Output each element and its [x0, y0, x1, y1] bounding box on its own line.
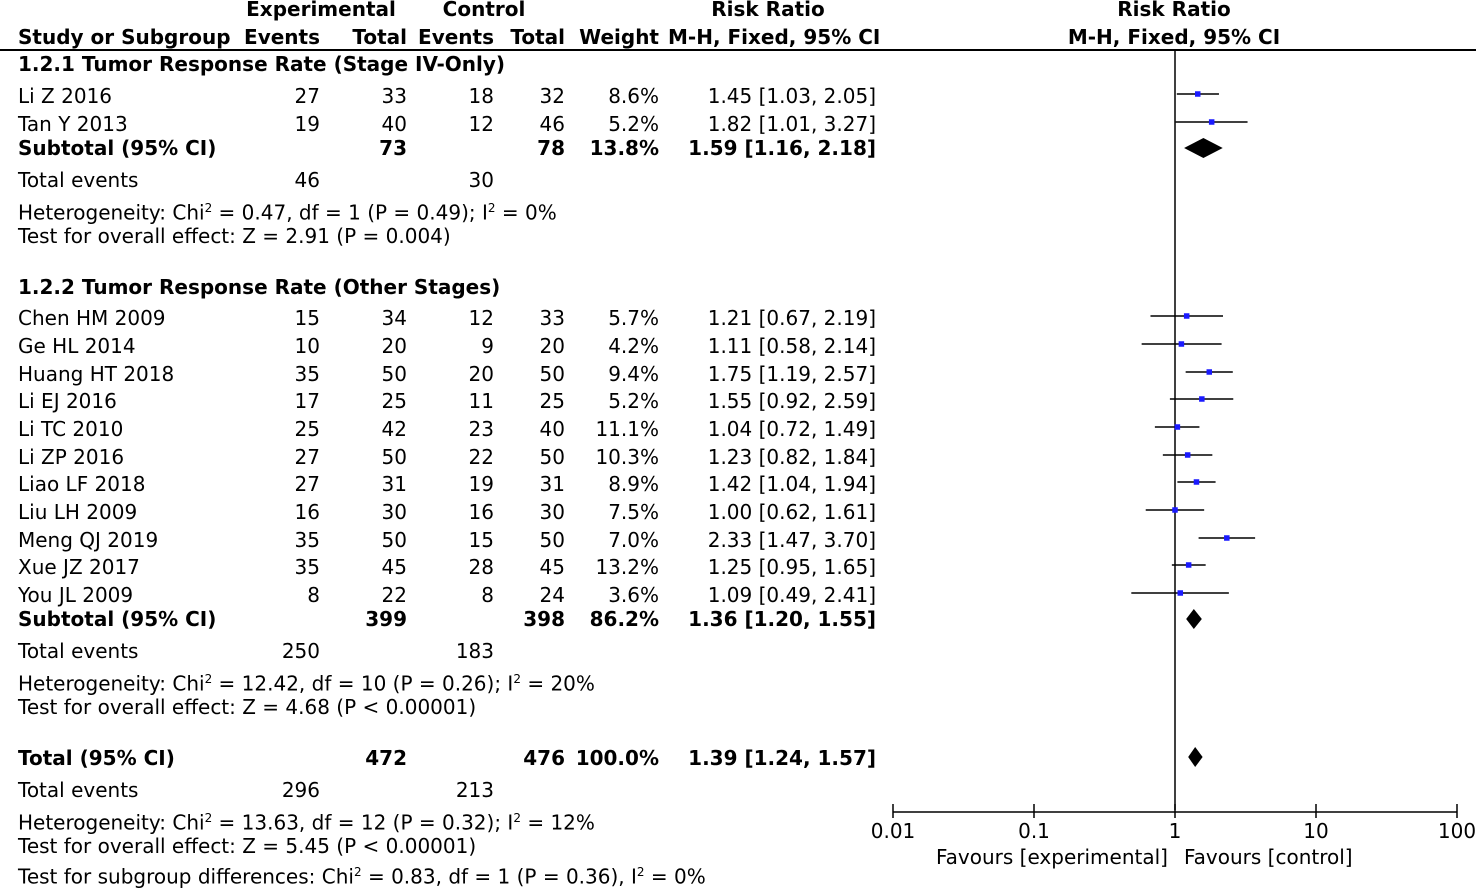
x-tick-label: 0.1 — [1018, 819, 1050, 843]
study-marker — [1199, 396, 1205, 402]
study-weight: 13.2% — [595, 555, 659, 579]
study-ci: 1.82 [1.01, 3.27] — [707, 112, 876, 136]
subtotal-weight: 86.2% — [589, 607, 659, 631]
subtotal-label: Subtotal (95% CI) — [18, 607, 217, 631]
study-ctl-total: 45 — [539, 555, 565, 579]
study-exp-total: 30 — [381, 500, 407, 524]
study-ctl-events: 12 — [468, 112, 494, 136]
study-marker — [1224, 535, 1230, 541]
study-marker — [1194, 479, 1200, 485]
study-marker — [1209, 119, 1215, 125]
study-ctl-total: 33 — [539, 306, 565, 330]
total-events-exp: 250 — [281, 639, 320, 663]
header-weight: Weight — [579, 25, 659, 49]
study-exp-events: 35 — [294, 528, 320, 552]
header-study: Study or Subgroup — [18, 25, 231, 49]
study-ctl-total: 24 — [539, 583, 565, 607]
study-name: Li ZP 2016 — [18, 445, 125, 469]
study-ctl-total: 40 — [539, 417, 565, 441]
study-ctl-total: 46 — [539, 112, 565, 136]
study-ctl-events: 19 — [468, 472, 494, 496]
subtotal-ci: 1.36 [1.20, 1.55] — [688, 607, 876, 631]
study-weight: 9.4% — [608, 362, 659, 386]
study-exp-total: 34 — [381, 306, 407, 330]
study-weight: 7.0% — [608, 528, 659, 552]
subtotal-ctl-total: 398 — [523, 607, 565, 631]
study-ci: 1.21 [0.67, 2.19] — [707, 306, 876, 330]
study-ctl-total: 50 — [539, 445, 565, 469]
heterogeneity-text: Heterogeneity: Chi$^2$ = 0.47, df = 1 (P = 0.49); $I^2 = 0\%$ — [18, 200, 557, 225]
study-ctl-events: 18 — [468, 84, 494, 108]
total-events-label: Total events — [18, 778, 139, 802]
study-exp-events: 35 — [294, 362, 320, 386]
favours-experimental-label: Favours [experimental] — [936, 845, 1168, 869]
study-exp-events: 27 — [294, 445, 320, 469]
study-ctl-events: 20 — [468, 362, 494, 386]
study-marker — [1185, 452, 1191, 458]
study-name: You JL 2009 — [18, 583, 134, 607]
study-exp-total: 42 — [381, 417, 407, 441]
study-name: Chen HM 2009 — [18, 306, 166, 330]
study-ci: 1.45 [1.03, 2.05] — [707, 84, 876, 108]
study-name: Ge HL 2014 — [18, 334, 136, 358]
pooled-diamond — [1188, 747, 1202, 767]
study-weight: 11.1% — [595, 417, 659, 441]
study-weight: 10.3% — [595, 445, 659, 469]
x-tick-label: 1 — [1168, 819, 1182, 843]
study-marker — [1175, 424, 1181, 430]
study-ctl-events: 11 — [468, 389, 494, 413]
x-tick-label: 0.01 — [870, 819, 916, 843]
study-name: Li TC 2010 — [18, 417, 124, 441]
study-marker — [1195, 91, 1201, 97]
header-ctl-total: Total — [510, 25, 565, 49]
study-marker — [1186, 562, 1192, 568]
study-ctl-total: 50 — [539, 528, 565, 552]
study-ctl-events: 8 — [481, 583, 494, 607]
total-ci: 1.39 [1.24, 1.57] — [688, 746, 876, 770]
study-name: Xue JZ 2017 — [18, 555, 140, 579]
study-exp-events: 16 — [294, 500, 320, 524]
study-marker — [1178, 590, 1184, 596]
study-exp-total: 33 — [381, 84, 407, 108]
subtotal-ci: 1.59 [1.16, 2.18] — [688, 136, 876, 160]
study-ctl-events: 23 — [468, 417, 494, 441]
total-weight: 100.0% — [575, 746, 659, 770]
study-exp-total: 50 — [381, 528, 407, 552]
heterogeneity-text: Heterogeneity: Chi$^2$ = 13.63, df = 12 (P = 0.32); $I^2 = 12\%$ — [18, 810, 595, 835]
header-exp-total: Total — [352, 25, 407, 49]
subtotal-ctl-total: 78 — [537, 136, 565, 160]
study-ci: 1.00 [0.62, 1.61] — [707, 500, 876, 524]
study-name: Li Z 2016 — [18, 84, 113, 108]
study-ctl-total: 30 — [539, 500, 565, 524]
study-exp-total: 31 — [381, 472, 407, 496]
total-events-ctl: 183 — [455, 639, 494, 663]
total-exp-total: 472 — [365, 746, 407, 770]
study-weight: 7.5% — [608, 500, 659, 524]
total-events-exp: 296 — [281, 778, 320, 802]
study-ctl-total: 32 — [539, 84, 565, 108]
study-weight: 3.6% — [608, 583, 659, 607]
study-ctl-events: 12 — [468, 306, 494, 330]
study-ctl-total: 20 — [539, 334, 565, 358]
pooled-diamond — [1184, 138, 1223, 158]
study-exp-total: 40 — [381, 112, 407, 136]
subtotal-label: Subtotal (95% CI) — [18, 136, 217, 160]
header-exp-events: Events — [244, 25, 320, 49]
study-exp-total: 50 — [381, 362, 407, 386]
overall-effect-text: Test for overall effect: Z = 4.68 (P < 0.00001) — [18, 695, 477, 719]
study-ctl-total: 31 — [539, 472, 565, 496]
study-exp-events: 8 — [307, 583, 320, 607]
study-exp-events: 27 — [294, 472, 320, 496]
total-events-exp: 46 — [294, 168, 320, 192]
study-weight: 8.9% — [608, 472, 659, 496]
study-name: Liu LH 2009 — [18, 500, 138, 524]
study-ci: 1.55 [0.92, 2.59] — [707, 389, 876, 413]
study-weight: 5.2% — [608, 389, 659, 413]
study-exp-events: 17 — [294, 389, 320, 413]
study-weight: 4.2% — [608, 334, 659, 358]
study-name: Liao LF 2018 — [18, 472, 146, 496]
study-name: Li EJ 2016 — [18, 389, 117, 413]
total-events-label: Total events — [18, 639, 139, 663]
study-ci: 1.75 [1.19, 2.57] — [707, 362, 876, 386]
study-exp-events: 15 — [294, 306, 320, 330]
study-exp-events: 27 — [294, 84, 320, 108]
heterogeneity-text: Heterogeneity: Chi$^2$ = 12.42, df = 10 (P = 0.26); $I^2 = 20\%$ — [18, 671, 595, 696]
study-ctl-events: 16 — [468, 500, 494, 524]
header-rr-method: M-H, Fixed, 95% CI — [668, 25, 881, 49]
subgroup-title: 1.2.2 Tumor Response Rate (Other Stages) — [18, 275, 501, 299]
subtotal-exp-total: 73 — [379, 136, 407, 160]
subgroup-title: 1.2.1 Tumor Response Rate (Stage IV-Only) — [18, 52, 506, 76]
study-ctl-events: 9 — [481, 334, 494, 358]
x-tick-label: 10 — [1303, 819, 1329, 843]
study-ctl-total: 50 — [539, 362, 565, 386]
study-marker — [1179, 341, 1185, 347]
header-risk-ratio: Risk Ratio — [711, 0, 825, 21]
study-weight: 8.6% — [608, 84, 659, 108]
subtotal-exp-total: 399 — [365, 607, 407, 631]
header-control: Control — [442, 0, 526, 21]
study-ci: 1.09 [0.49, 2.41] — [707, 583, 876, 607]
study-exp-total: 25 — [381, 389, 407, 413]
study-exp-events: 35 — [294, 555, 320, 579]
x-tick-label: 100 — [1437, 819, 1476, 843]
study-ci: 1.23 [0.82, 1.84] — [707, 445, 876, 469]
study-ctl-events: 28 — [468, 555, 494, 579]
study-ctl-total: 25 — [539, 389, 565, 413]
study-exp-total: 20 — [381, 334, 407, 358]
header-experimental: Experimental — [246, 0, 396, 21]
study-ci: 1.42 [1.04, 1.94] — [707, 472, 876, 496]
study-ctl-events: 22 — [468, 445, 494, 469]
total-label: Total (95% CI) — [18, 746, 175, 770]
study-exp-events: 19 — [294, 112, 320, 136]
study-weight: 5.2% — [608, 112, 659, 136]
pooled-diamond — [1186, 609, 1202, 629]
study-exp-total: 45 — [381, 555, 407, 579]
study-name: Meng QJ 2019 — [18, 528, 159, 552]
study-exp-events: 25 — [294, 417, 320, 441]
study-name: Tan Y 2013 — [18, 112, 128, 136]
favours-control-label: Favours [control] — [1184, 845, 1353, 869]
study-marker — [1184, 313, 1190, 319]
total-events-label: Total events — [18, 168, 139, 192]
subgroup-differences-text: Test for subgroup differences: Chi$^2$ = 0.83, df = 1 (P = 0.36), $I^2 = 0\%$ — [18, 864, 706, 889]
header-ctl-events: Events — [418, 25, 494, 49]
study-exp-events: 10 — [294, 334, 320, 358]
study-ci: 1.11 [0.58, 2.14] — [707, 334, 876, 358]
study-exp-total: 22 — [381, 583, 407, 607]
study-marker — [1172, 507, 1178, 513]
study-exp-total: 50 — [381, 445, 407, 469]
study-name: Huang HT 2018 — [18, 362, 175, 386]
study-ctl-events: 15 — [468, 528, 494, 552]
study-ci: 1.04 [0.72, 1.49] — [707, 417, 876, 441]
total-events-ctl: 213 — [455, 778, 494, 802]
header-plot-title: Risk Ratio — [1117, 0, 1231, 21]
overall-effect-text: Test for overall effect: Z = 2.91 (P = 0.004) — [18, 224, 451, 248]
total-events-ctl: 30 — [468, 168, 494, 192]
total-ctl-total: 476 — [523, 746, 565, 770]
study-weight: 5.7% — [608, 306, 659, 330]
header-plot-method: M-H, Fixed, 95% CI — [1067, 25, 1281, 49]
study-ci: 1.25 [0.95, 1.65] — [707, 555, 876, 579]
study-ci: 2.33 [1.47, 3.70] — [707, 528, 876, 552]
overall-effect-text: Test for overall effect: Z = 5.45 (P < 0.00001) — [18, 834, 477, 858]
study-marker — [1207, 369, 1213, 375]
subtotal-weight: 13.8% — [589, 136, 659, 160]
